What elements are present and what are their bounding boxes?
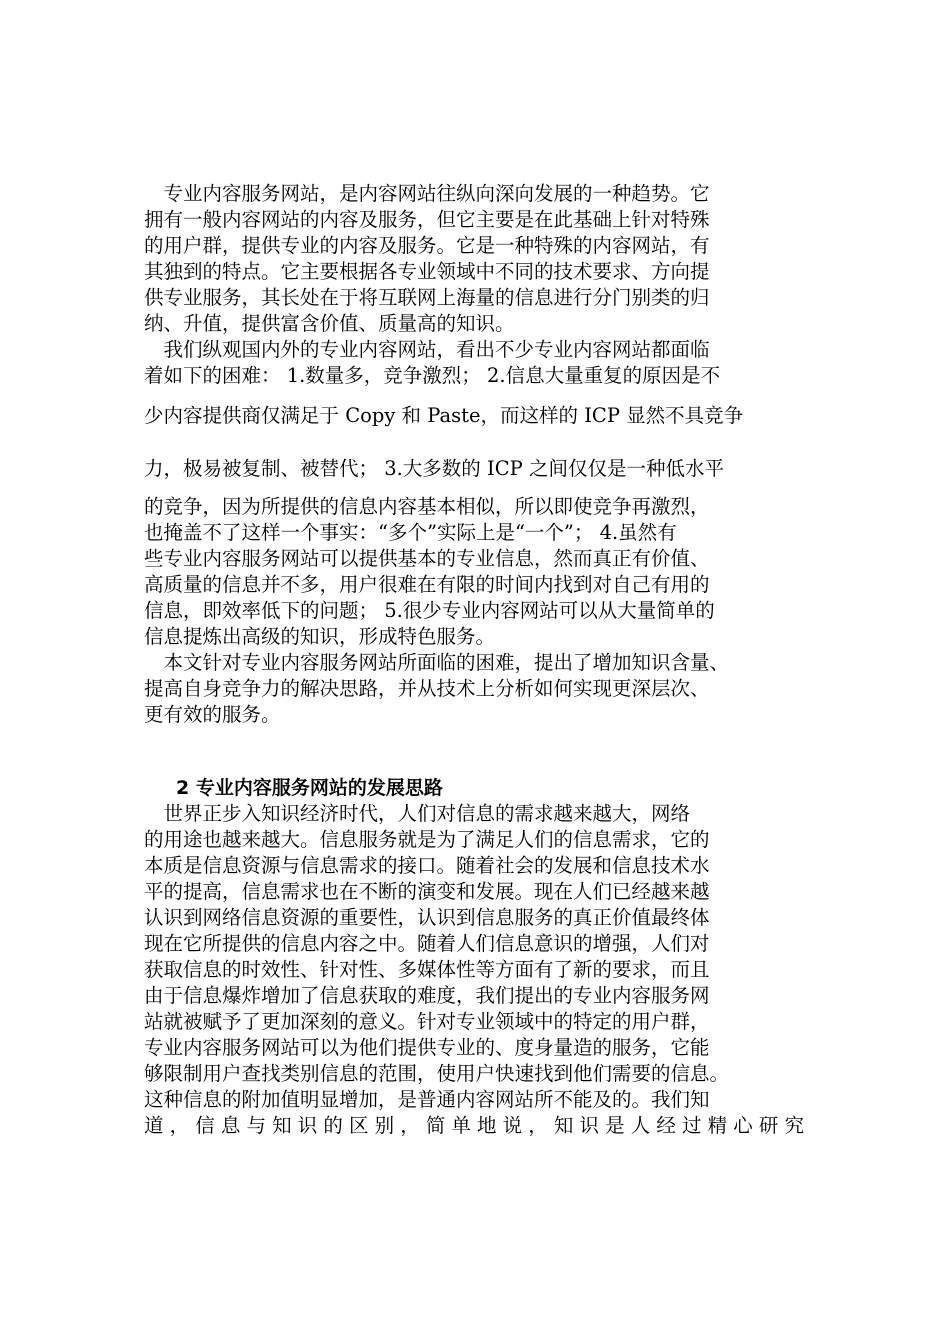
paragraph-line: 更有效的服务。 [144,703,281,726]
paragraph-line: 信息，即效率低下的问题； 5.很少专业内容网站可以从大量简单的 [144,599,715,622]
paragraph-line: 的用途也越来越大。信息服务就是为了满足人们的信息需求，它的 [144,828,710,851]
paragraph-line: 其独到的特点。它主要根据各专业领域中不同的技术要求、方向提 [144,260,710,283]
paragraph-line: 也掩盖不了这样一个事实：“多个”实际上是“一个”； 4.虽然有 [144,521,677,544]
paragraph-line: 着如下的困难： 1.数量多，竞争激烈； 2.信息大量重复的原因是不 [144,364,721,387]
paragraph-line: 高质量的信息并不多，用户很难在有限的时间内找到对自己有用的 [144,573,710,596]
paragraph-line: 我们纵观国内外的专业内容网站，看出不少专业内容网站都面临 [144,338,710,361]
paragraph-line: 纳、升值，提供富含价值、质量高的知识。 [144,312,515,335]
paragraph-line: 这种信息的附加值明显增加，是普通内容网站所不能及的。我们知 [144,1088,710,1111]
paragraph-line: 拥有一般内容网站的内容及服务，但它主要是在此基础上针对特殊 [144,208,710,231]
section-heading: 2 专业内容服务网站的发展思路 [176,777,443,799]
paragraph-line: 供专业服务，其长处在于将互联网上海量的信息进行分门别类的归 [144,286,710,309]
paragraph-line: 的竞争，因为所提供的信息内容基本相似，所以即使竞争再激烈， [144,495,710,518]
paragraph-line: 专业内容服务网站，是内容网站往纵向深向发展的一种趋势。它 [144,182,710,205]
paragraph-line: 够限制用户查找类别信息的范围，使用户快速找到他们需要的信息。 [144,1062,730,1085]
paragraph-line: 些专业内容服务网站可以提供基本的专业信息，然而真正有价值、 [144,547,710,570]
paragraph-line: 由于信息爆炸增加了信息获取的难度，我们提出的专业内容服务网 [144,984,710,1007]
paragraph-line: 本文针对专业内容服务网站所面临的困难，提出了增加知识含量、 [144,651,730,674]
paragraph-line: 获取信息的时效性、针对性、多媒体性等方面有了新的要求，而且 [144,958,710,981]
paragraph-line: 平的提高，信息需求也在不断的演变和发展。现在人们已经越来越 [144,880,710,903]
paragraph-line: 力，极易被复制、被替代； 3.大多数的 ICP 之间仅仅是一种低水平 [144,457,724,480]
paragraph-line: 少内容提供商仅满足于 Copy 和 Paste，而这样的 ICP 显然不具竞争 [144,404,744,427]
paragraph-line: 认识到网络信息资源的重要性，认识到信息服务的真正价值最终体 [144,906,710,929]
paragraph-line: 道，信息与知识的区别，简单地说，知识是人经过精心研究 [144,1114,804,1137]
paragraph-line: 信息提炼出高级的知识，形成特色服务。 [144,625,496,648]
paragraph-line: 站就被赋予了更加深刻的意义。针对专业领域中的特定的用户群， [144,1010,710,1033]
paragraph-line: 专业内容服务网站可以为他们提供专业的、度身量造的服务，它能 [144,1036,710,1059]
paragraph-line: 的用户群，提供专业的内容及服务。它是一种特殊的内容网站，有 [144,234,710,257]
paragraph-line: 提高自身竞争力的解决思路，并从技术上分析如何实现更深层次、 [144,677,710,700]
paragraph-line: 现在它所提供的信息内容之中。随着人们信息意识的增强，人们对 [144,932,710,955]
paragraph-line: 世界正步入知识经济时代，人们对信息的需求越来越大，网络 [144,802,691,825]
paragraph-line: 本质是信息资源与信息需求的接口。随着社会的发展和信息技术水 [144,854,710,877]
